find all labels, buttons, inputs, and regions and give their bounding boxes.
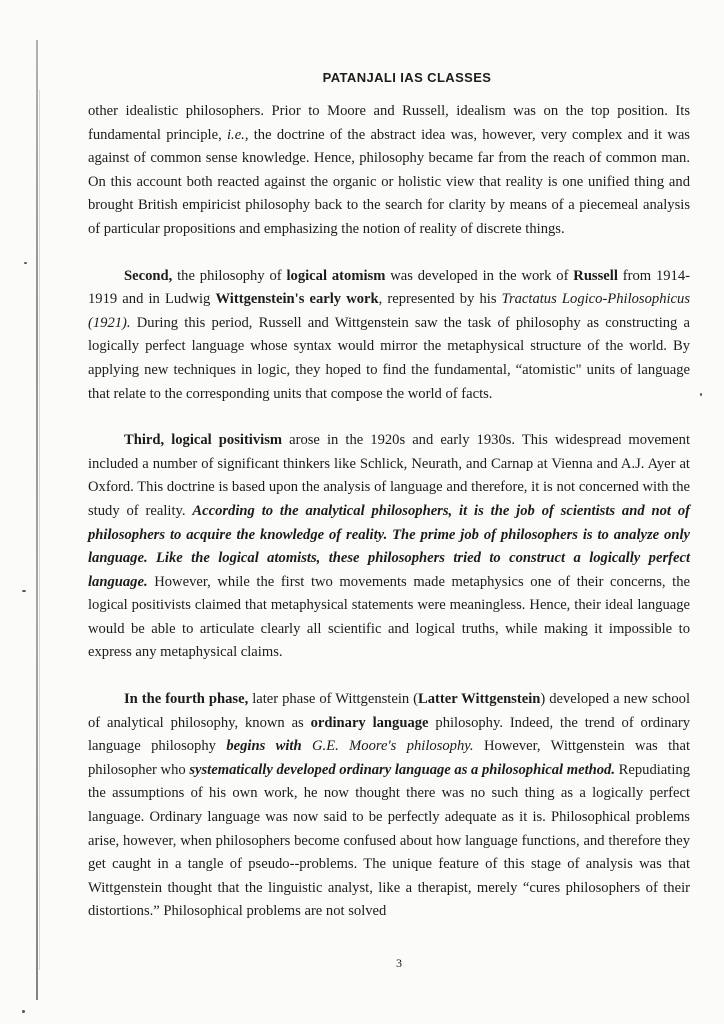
bold-text: In the fourth phase, [124,691,249,708]
bold-italic-text: begins with [226,738,302,755]
italic-text: G.E. Moore's philosophy. [312,738,474,755]
text-run: Repudiating the assumptions of his own work, he now thought there was no such thing as a logically perfect language. Ordinary language was now said to be perfectly adequate as it is. Philosophical problems arise, however, when philosophers become confused about how language functions, and therefore they get caught in a tangle of pseudo--problems. The unique feature of this stage of analysis was that Wittgenstein thought that the linguistic analyst, like a therapist, merely “cures philosophers of their distortions.” Philosophical problems are not solved [88,761,690,920]
italic-text: Tractatus Logico-Philosophicus (1921). [88,291,690,331]
bold-text: ordinary language [310,714,429,731]
text-run: the philosophy of [172,267,287,284]
text-run: other idealistic philosophers. Prior to Moore and Russell, idealism was on the top position. Its fundamental principle, [88,103,690,143]
bold-italic-text: systematically developed ordinary language as a philosophical method. [189,761,615,778]
paragraph-3 [88,429,690,665]
page-number: 3 [396,956,402,970]
text-run: arose in the 1920s and early 1930s. This widespread movement included a number of significant thinkers like Schlick, Neurath, and Carnap at Vienna and A.J. Ayer at Oxford. This doctrine is based upon the analysis of language and therefore, it is not concerned with the study of reality. [88,432,690,519]
document-body [88,100,690,924]
paragraph-2 [88,265,690,407]
bold-italic-text: According to the analytical philosophers, it is the job of scientists and not of philosophers to acquire the knowledge of reality. The prime job of philosophers is to analyze only language. Like the logical atomists, these philosophers tried to construct a logically perfect language. [88,502,691,590]
bold-text: Third, logical positivism [124,432,283,449]
page-header: PATANJALI IAS CLASSES [322,70,492,85]
italic-text: i.e., [227,126,249,143]
text-run: from 1914-1919 and in Ludwig [88,267,690,308]
bold-text: Wittgenstein's early work [215,291,379,308]
text-run: However, Wittgenstein was that philosopher who [88,738,691,778]
bold-text: logical atomism [286,267,386,284]
text-run: During this period, Russell and Wittgenstein saw the task of philosophy as constructing a logically perfect language whose syntax would mirror the metaphysical structure of the world. By applying new techniques in logic, they hoped to find the fundamental, “atomistic" units of language that relate to the corresponding units that compose the world of facts. [88,314,690,402]
page-binding-shadow [39,90,40,970]
scan-speck [700,393,702,396]
text-run: was developed in the work of [385,267,574,284]
paragraph-4 [88,688,690,924]
bold-text: Second, [124,267,173,284]
scan-speck [24,262,27,264]
text-run: later phase of Wittgenstein ( [248,691,419,708]
text-run: , represented by his [378,291,502,308]
paragraph-1 [88,100,690,242]
scan-speck [22,1010,25,1013]
text-run [302,738,312,754]
page-binding-edge [36,40,38,1000]
text-run: ) developed a new school of analytical philosophy, known as [88,691,691,731]
bold-text: Latter Wittgenstein [418,691,541,708]
text-run: However, while the first two movements made metaphysics one of their concerns, the logical positivists claimed that metaphysical statements were meaningless. Hence, their ideal language would be able to articulate clearly all scientific and logical truths, while making it impossible to express any metaphysical claims. [88,573,690,661]
text-run: the doctrine of the abstract idea was, however, very complex and it was against of common sense knowledge. Hence, philosophy became far from the reach of common man. On this account both reacted against the organic or holistic view that reality is one unified thing and brought British empiricist philosophy back to the search for clarity by means of a piecemeal analysis of particular propositions and emphasizing the notion of reality of discrete things. [88,126,690,237]
bold-text: Russell [573,267,618,284]
scan-speck [22,590,26,592]
text-run: philosophy. Indeed, the trend of ordinary language philosophy [88,714,690,755]
